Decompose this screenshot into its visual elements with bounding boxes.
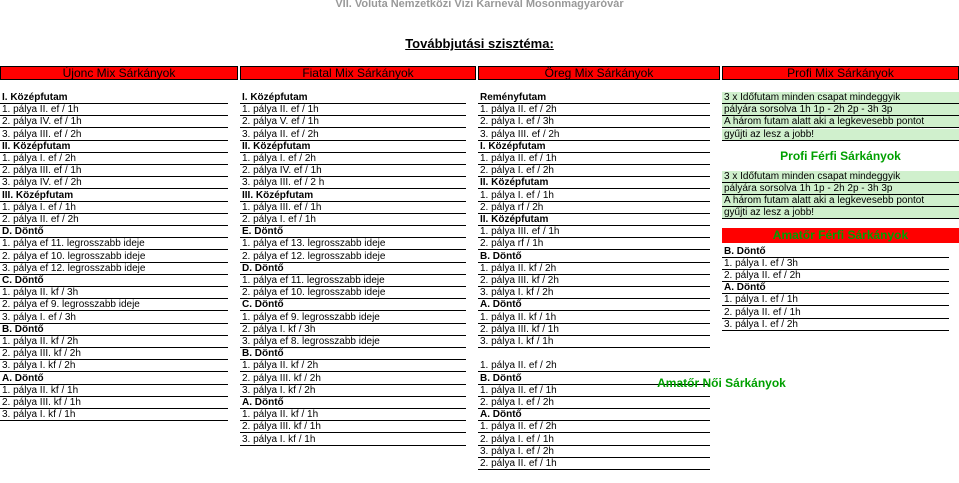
lane-row: 1. pálya I. ef / 2h [240,153,466,165]
lane-row: 1. pálya II. ef / 2h [478,421,710,433]
lane-row: 1. pálya II. kf / 3h [0,287,228,299]
round-heading: C. Döntő [240,299,466,311]
round-heading: I. Középfutam [0,92,228,104]
round-heading: II. Középfutam [240,141,466,153]
lane-row: 1. pálya I. ef / 2h [0,153,228,165]
lane-row: 2. pálya V. ef / 1h [240,116,466,128]
lane-row: 2. pálya rf / 1h [478,238,710,250]
section-title: Profi Férfi Sárkányok [780,148,901,163]
lane-row: 3. pálya I. kf / 1h [478,336,710,348]
rules-row: 3 x Időfutam minden csapat mindeggyik [722,171,959,183]
round-heading: B. Döntő [722,246,949,258]
lane-row: 2. pálya rf / 2h [478,202,710,214]
round-heading: A. Döntő [478,299,710,311]
lane-row: 2. pálya II. ef / 2h [0,214,228,226]
lane-row: 1. pálya II. kf / 2h [240,360,466,372]
rules-row: 3 x Időfutam minden csapat mindeggyik [722,92,959,104]
column-header: Öreg Mix Sárkányok [478,66,720,80]
lane-row: 3. pálya I. kf / 1h [240,434,466,446]
lane-row: 3. pálya I. ef / 3h [0,312,228,324]
round-heading: I. Középfutam [478,141,710,153]
round-heading: B. Döntő [0,324,228,336]
lane-row: 2. pálya I. ef / 1h [478,434,710,446]
lane-row: 1. pálya II. ef / 1h [478,153,710,165]
lane-row: 2. pálya III. kf / 2h [240,373,466,385]
round-heading: A. Döntő [240,397,466,409]
round-heading: III. Középfutam [0,190,228,202]
lane-row: 1. pálya I. ef / 1h [478,190,710,202]
lane-row: 1. pálya II. ef / 1h [240,104,466,116]
lane-row: 3. pálya I. kf / 2h [240,385,466,397]
lane-row: 3. pálya I. ef / 2h [478,446,710,458]
round-heading: A. Döntő [0,373,228,385]
rules-row: A három futam alatt aki a legkevesebb pontot [722,195,959,207]
lane-row: 1. pálya II. ef / 1h [478,385,710,397]
lane-row: 3. pálya I. kf / 2h [478,287,710,299]
column-header: Fiatal Mix Sárkányok [240,66,476,80]
lane-row: 3. pálya I. ef / 2h [722,319,949,331]
lane-row: 1. pálya ef 11. legrosszabb ideje [0,238,228,250]
round-heading: II. Középfutam [0,141,228,153]
lane-row: 3. pálya II. ef / 2h [240,129,466,141]
round-heading: III. Középfutam [240,190,466,202]
lane-row: 1. pálya I. ef / 3h [722,258,949,270]
rules-row: gyűjti az lesz a jobb! [722,207,959,219]
lane-row: 1. pálya II. kf / 1h [240,409,466,421]
lane-row: 3. pálya III. ef / 2h [478,129,710,141]
lane-row: 2. pálya III. kf / 1h [0,397,228,409]
section-title: Amatőr Férfi Sárkányok [722,228,959,243]
lane-row: 1. pálya III. ef / 1h [478,226,710,238]
lane-row: 2. pálya II. ef / 1h [722,307,949,319]
round-heading: D. Döntő [0,226,228,238]
lane-row: 1. pálya II. kf / 2h [0,336,228,348]
lane-row: 2. pálya III. ef / 1h [0,165,228,177]
lane-row: 1. pálya II. kf / 2h [478,263,710,275]
round-heading: E. Döntő [240,226,466,238]
round-heading: Reményfutam [478,92,710,104]
page-heading: Továbbjutási szisztéma: [405,36,554,51]
lane-row: 3. pálya ef 12. legrosszabb ideje [0,263,228,275]
lane-row: 2. pálya I. ef / 1h [240,214,466,226]
lane-row: 3. pálya I. kf / 1h [0,409,228,421]
round-heading: B. Döntő [478,373,710,385]
lane-row: 2. pálya III. kf / 2h [478,275,710,287]
column-header: Profi Mix Sárkányok [722,66,959,80]
section-title: Amatőr Női Sárkányok [657,376,786,390]
lane-row: 2. pálya ef 10. legrosszabb ideje [0,251,228,263]
lane-row: 1. pálya II. kf / 1h [0,385,228,397]
round-heading: B. Döntő [478,251,710,263]
event-title: VII. Voluta Nemzetközi Vízi Karnevál Mosonmagyaróvár [335,0,624,10]
lane-row: 1. pálya II. ef / 1h [0,104,228,116]
lane-row: 2. pálya III. kf / 1h [240,421,466,433]
lane-row: 2. pálya I. ef / 2h [478,165,710,177]
round-heading: A. Döntő [478,409,710,421]
lane-row: 2. pálya I. kf / 3h [240,324,466,336]
lane-row: 2. pálya ef 9. legrosszabb ideje [0,299,228,311]
lane-row: 1. pálya ef 11. legrosszabb ideje [240,275,466,287]
lane-row: 2. pálya IV. ef / 1h [240,165,466,177]
lane-row: 1. pálya I. ef / 1h [0,202,228,214]
round-heading: A. Döntő [722,282,949,294]
lane-row: 1. pálya I. ef / 1h [722,294,949,306]
lane-row: 1. pálya II. ef / 2h [478,360,710,372]
lane-row: 2. pálya I. ef / 2h [478,397,710,409]
lane-row: 2. pálya III. kf / 1h [478,324,710,336]
rules-row: A három futam alatt aki a legkevesebb pontot [722,116,959,128]
lane-row: 1. pálya ef 13. legrosszabb ideje [240,238,466,250]
lane-row: 2. pálya ef 10. legrosszabb ideje [240,287,466,299]
round-heading: D. Döntő [240,263,466,275]
lane-row: 2. pálya I. ef / 3h [478,116,710,128]
lane-row: 1. pálya III. ef / 1h [240,202,466,214]
lane-row: 2. pálya II. ef / 2h [722,270,949,282]
round-heading: I. Középfutam [240,92,466,104]
lane-row: 3. pálya III. ef / 2 h [240,177,466,189]
lane-row: 1. pálya II. ef / 2h [478,104,710,116]
round-heading: C. Döntő [0,275,228,287]
lane-row: 2. pálya III. kf / 2h [0,348,228,360]
lane-row: 2. pálya ef 12. legrosszabb ideje [240,251,466,263]
round-heading: B. Döntő [240,348,466,360]
lane-row: 3. pálya III. ef / 2h [0,129,228,141]
column-header: Újonc Mix Sárkányok [0,66,238,80]
rules-row: pályára sorsolva 1h 1p - 2h 2p - 3h 3p [722,183,959,195]
lane-row: 1. pálya ef 9. legrosszabb ideje [240,312,466,324]
round-heading: II. Középfutam [478,177,710,189]
rules-row: pályára sorsolva 1h 1p - 2h 2p - 3h 3p [722,104,959,116]
lane-row: 2. pálya IV. ef / 1h [0,116,228,128]
lane-row: 3. pálya I. kf / 2h [0,360,228,372]
round-heading: II. Középfutam [478,214,710,226]
lane-row: 3. pálya IV. ef / 2h [0,177,228,189]
lane-row: 3. pálya ef 8. legrosszabb ideje [240,336,466,348]
lane-row: 2. pálya II. ef / 1h [478,458,710,470]
rules-row: gyűjti az lesz a jobb! [722,129,959,141]
lane-row: 1. pálya II. kf / 1h [478,312,710,324]
